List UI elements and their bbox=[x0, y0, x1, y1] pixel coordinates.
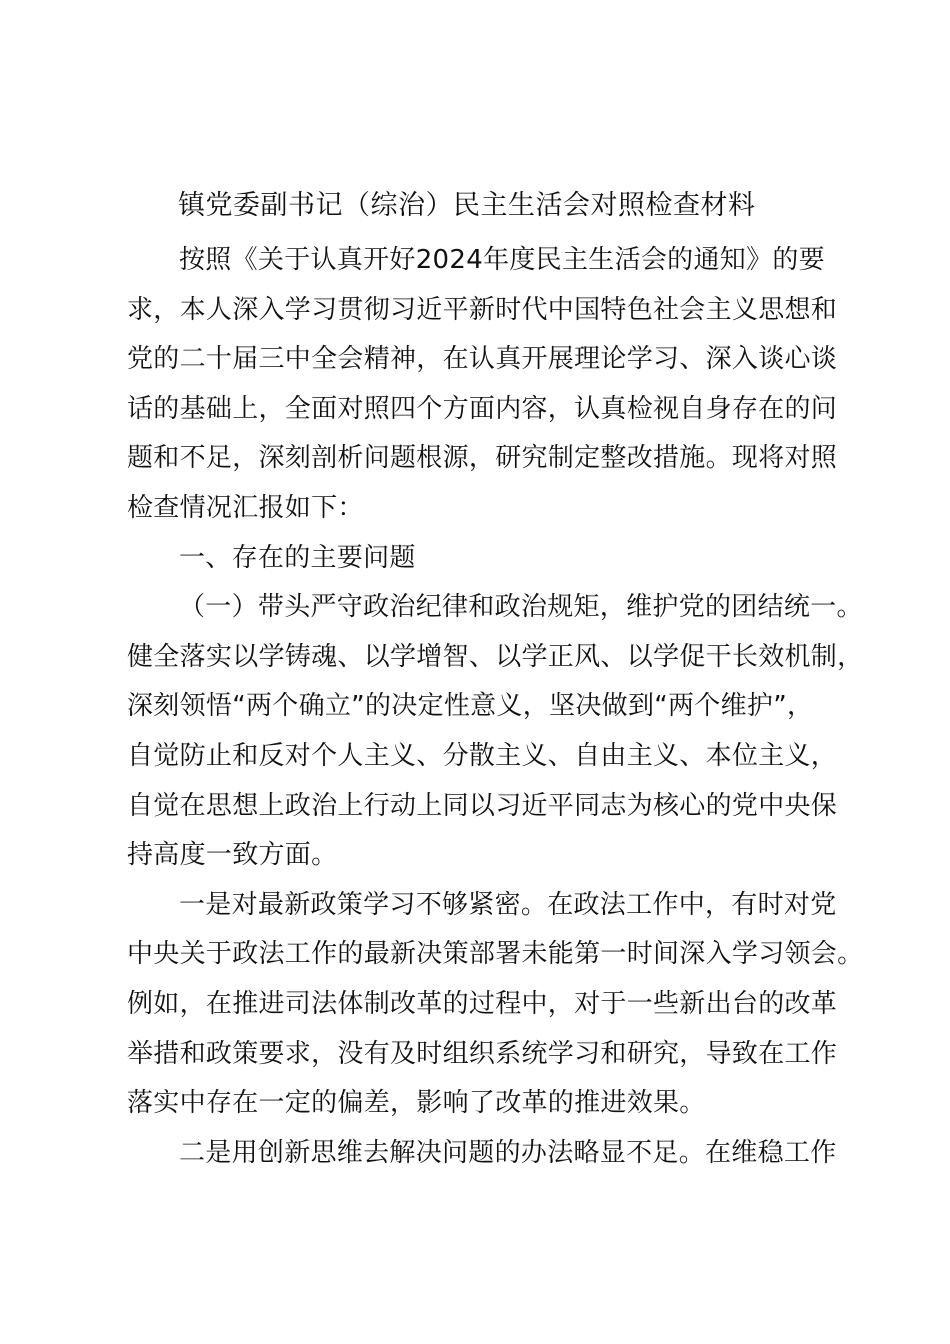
paragraph-line: 题和不足，深刻剖析问题根源，研究制定整改措施。现将对照 bbox=[127, 443, 838, 474]
paragraph-line: 自觉在思想上政治上行动上同以习近平同志为核心的党中央保 bbox=[127, 790, 838, 821]
paragraph-line: 举措和政策要求，没有及时组织系统学习和研究，导致在工作 bbox=[127, 1038, 838, 1069]
paragraph-line: 一是对最新政策学习不够紧密。在政法工作中，有时对党 bbox=[179, 889, 837, 920]
paragraph-line: 中央关于政法工作的最新决策部署未能第一时间深入学习领会。 bbox=[127, 939, 864, 970]
paragraph-line: 深刻领悟“两个确立”的决定性意义，坚决做到“两个维护”， bbox=[127, 691, 814, 722]
paragraph-line: 健全落实以学铸魂、以学增智、以学正风、以学促干长效机制， bbox=[127, 641, 864, 672]
paragraph-line: 例如，在推进司法体制改革的过程中，对于一些新出台的改革 bbox=[127, 988, 838, 1019]
paragraph-line: 检查情况汇报如下： bbox=[127, 492, 364, 523]
paragraph-line: 话的基础上，全面对照四个方面内容，认真检视自身存在的问 bbox=[127, 393, 838, 424]
paragraph-line: 按照《关于认真开好2024年度民主生活会的通知》的要 bbox=[179, 245, 825, 275]
section-heading: 一、存在的主要问题 bbox=[179, 542, 416, 573]
document-body bbox=[127, 236, 864, 1178]
document-title: 镇党委副书记（综治）民主生活会对照检查材料 bbox=[178, 190, 756, 221]
paragraph-line: 持高度一致方面。 bbox=[127, 840, 338, 871]
paragraph-line: 落实中存在一定的偏差，影响了改革的推进效果。 bbox=[127, 1088, 706, 1119]
paragraph-line: 党的二十届三中全会精神，在认真开展理论学习、深入谈心谈 bbox=[127, 344, 838, 375]
paragraph-line: 二是用创新思维去解决问题的办法略显不足。在维稳工作 bbox=[179, 1137, 837, 1168]
subsection-heading: （一）带头严守政治纪律和政治规矩，维护党的团结统一。 bbox=[179, 592, 863, 623]
paragraph-line: 求，本人深入学习贯彻习近平新时代中国特色社会主义思想和 bbox=[127, 294, 838, 325]
paragraph-line: 自觉防止和反对个人主义、分散主义、自由主义、本位主义， bbox=[127, 740, 838, 771]
